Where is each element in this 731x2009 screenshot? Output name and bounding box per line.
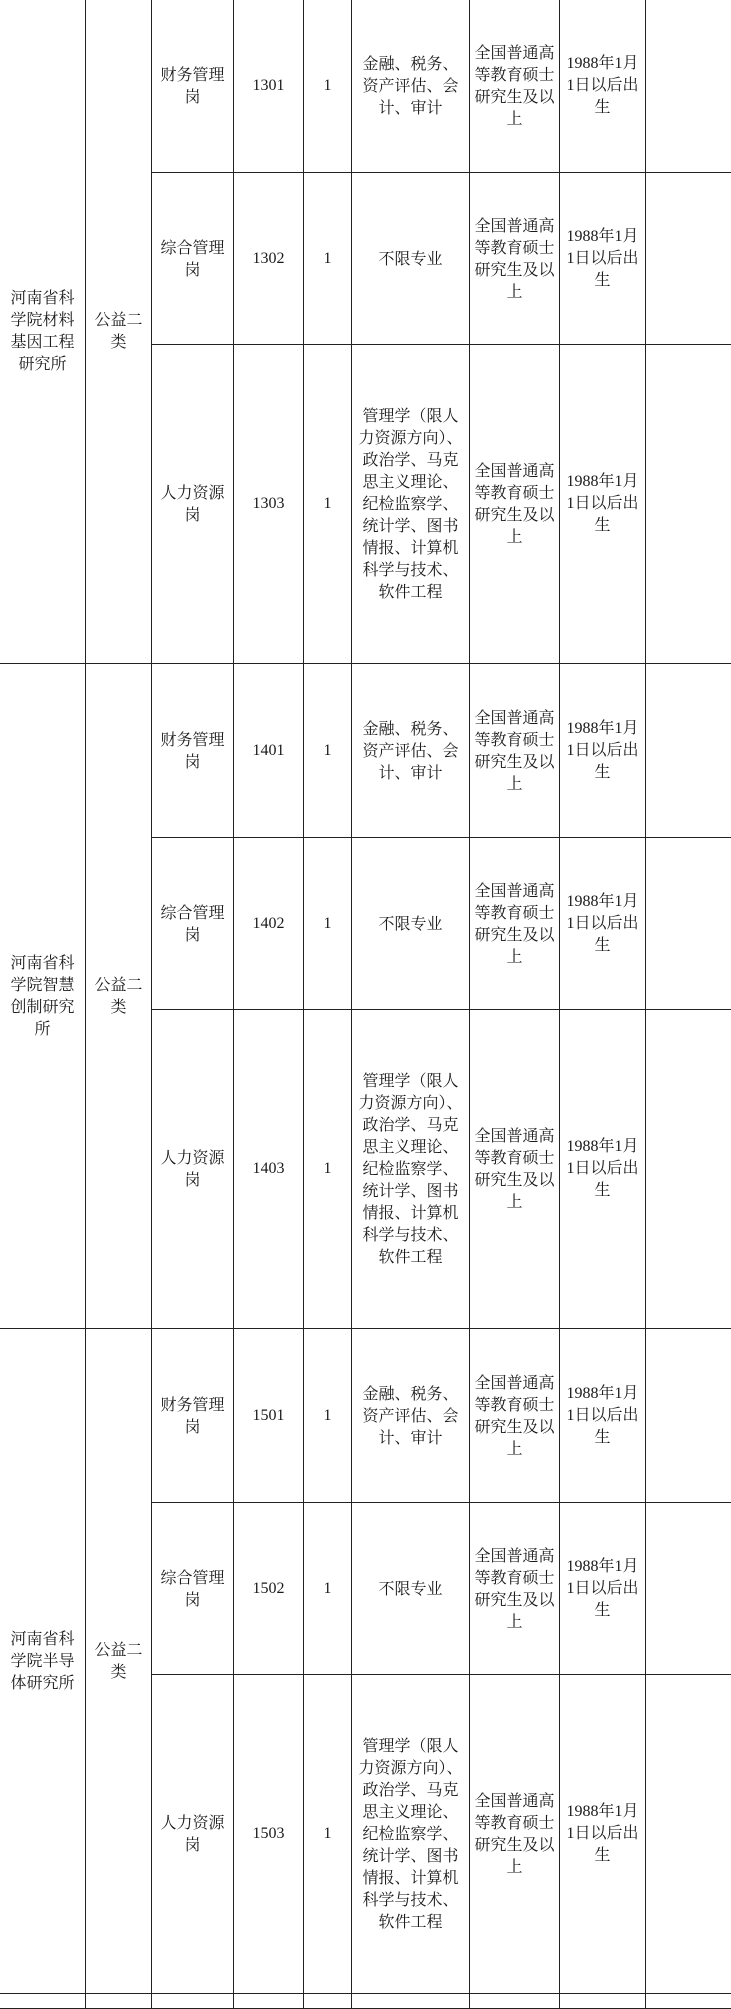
- education-cell: 全国普通高等教育硕士研究生及以上: [470, 1503, 560, 1675]
- post-count-cell: 1: [304, 345, 352, 664]
- major-cell: 金融、税务、资产评估、会计、审计: [352, 1329, 470, 1503]
- table-row-cutoff: [0, 1994, 731, 2009]
- post-name-cell: 人力资源岗: [152, 1010, 234, 1329]
- post-count-cell: 1: [304, 1010, 352, 1329]
- major-cell: 不限专业: [352, 838, 470, 1010]
- age-requirement-cell: 1988年1月1日以后出生: [560, 1329, 646, 1503]
- unit-name-cell: [0, 664, 86, 1329]
- remark-cell: [646, 0, 731, 173]
- unit-name-cell: [0, 1329, 86, 1994]
- age-requirement-cell: 1988年1月1日以后出生: [560, 173, 646, 345]
- age-requirement-cell: 1988年1月1日以后出生: [560, 838, 646, 1010]
- major-cell: 不限专业: [352, 173, 470, 345]
- table-row: [0, 1329, 731, 1503]
- remark-cell: [646, 1329, 731, 1503]
- major-cell: 金融、税务、资产评估、会计、审计: [352, 664, 470, 838]
- post-code-cell: 1503: [234, 1675, 304, 1994]
- post-code-cell: 1502: [234, 1503, 304, 1675]
- empty-cell: [560, 1994, 646, 2009]
- unit-name: 河南省科学院半导体研究所: [3, 1628, 82, 1694]
- post-code-cell: 1401: [234, 664, 304, 838]
- empty-cell: [152, 1994, 234, 2009]
- remark-cell: [646, 173, 731, 345]
- age-requirement-cell: 1988年1月1日以后出生: [560, 0, 646, 173]
- education-cell: 全国普通高等教育硕士研究生及以上: [470, 1010, 560, 1329]
- unit-name-cell: [0, 0, 86, 664]
- age-requirement-cell: 1988年1月1日以后出生: [560, 1010, 646, 1329]
- post-code-cell: 1402: [234, 838, 304, 1010]
- education-cell: 全国普通高等教育硕士研究生及以上: [470, 1675, 560, 1994]
- education-cell: 全国普通高等教育硕士研究生及以上: [470, 173, 560, 345]
- education-cell: 全国普通高等教育硕士研究生及以上: [470, 0, 560, 173]
- post-code-cell: 1303: [234, 345, 304, 664]
- major-cell: 管理学（限人力资源方向）、政治学、马克思主义理论、纪检监察学、统计学、图书情报、计算机科学与技术、软件工程: [352, 1010, 470, 1329]
- post-code-cell: 1501: [234, 1329, 304, 1503]
- education-cell: 全国普通高等教育硕士研究生及以上: [470, 838, 560, 1010]
- post-count-cell: 1: [304, 1329, 352, 1503]
- major-cell: 管理学（限人力资源方向）、政治学、马克思主义理论、纪检监察学、统计学、图书情报、计算机科学与技术、软件工程: [352, 1675, 470, 1994]
- post-name-cell: 人力资源岗: [152, 1675, 234, 1994]
- post-name-cell: 综合管理岗: [152, 838, 234, 1010]
- major-cell: 不限专业: [352, 1503, 470, 1675]
- post-name-cell: 财务管理岗: [152, 0, 234, 173]
- post-code-cell: 1301: [234, 0, 304, 173]
- empty-cell: [234, 1994, 304, 2009]
- table-row: [0, 664, 731, 838]
- empty-cell: [86, 1994, 152, 2009]
- major-cell: 金融、税务、资产评估、会计、审计: [352, 0, 470, 173]
- unit-category: 公益二类: [89, 309, 148, 353]
- remark-cell: [646, 1503, 731, 1675]
- empty-cell: [304, 1994, 352, 2009]
- remark-cell: [646, 345, 731, 664]
- post-count-cell: 1: [304, 838, 352, 1010]
- post-name-cell: 综合管理岗: [152, 1503, 234, 1675]
- empty-cell: [0, 1994, 86, 2009]
- unit-category: 公益二类: [89, 1639, 148, 1683]
- remark-cell: [646, 664, 731, 838]
- age-requirement-cell: 1988年1月1日以后出生: [560, 664, 646, 838]
- education-cell: 全国普通高等教育硕士研究生及以上: [470, 345, 560, 664]
- major-cell: 管理学（限人力资源方向）、政治学、马克思主义理论、纪检监察学、统计学、图书情报、计算机科学与技术、软件工程: [352, 345, 470, 664]
- post-name-cell: 财务管理岗: [152, 664, 234, 838]
- unit-name: 河南省科学院材料基因工程研究所: [3, 287, 82, 375]
- age-requirement-cell: 1988年1月1日以后出生: [560, 1675, 646, 1994]
- post-name-cell: 财务管理岗: [152, 1329, 234, 1503]
- category-cell: [86, 1329, 152, 1994]
- category-cell: [86, 0, 152, 664]
- post-code-cell: 1302: [234, 173, 304, 345]
- post-count-cell: 1: [304, 1675, 352, 1994]
- post-count-cell: 1: [304, 173, 352, 345]
- age-requirement-cell: 1988年1月1日以后出生: [560, 345, 646, 664]
- empty-cell: [470, 1994, 560, 2009]
- unit-category: 公益二类: [89, 974, 148, 1018]
- table-row: [0, 0, 731, 173]
- remark-cell: [646, 1675, 731, 1994]
- empty-cell: [646, 1994, 731, 2009]
- post-name-cell: 人力资源岗: [152, 345, 234, 664]
- remark-cell: [646, 838, 731, 1010]
- unit-name: 河南省科学院智慧创制研究所: [3, 952, 82, 1040]
- post-name-cell: 综合管理岗: [152, 173, 234, 345]
- education-cell: 全国普通高等教育硕士研究生及以上: [470, 664, 560, 838]
- post-code-cell: 1403: [234, 1010, 304, 1329]
- category-cell: [86, 664, 152, 1329]
- empty-cell: [352, 1994, 470, 2009]
- post-count-cell: 1: [304, 664, 352, 838]
- post-count-cell: 1: [304, 1503, 352, 1675]
- age-requirement-cell: 1988年1月1日以后出生: [560, 1503, 646, 1675]
- remark-cell: [646, 1010, 731, 1329]
- post-count-cell: 1: [304, 0, 352, 173]
- education-cell: 全国普通高等教育硕士研究生及以上: [470, 1329, 560, 1503]
